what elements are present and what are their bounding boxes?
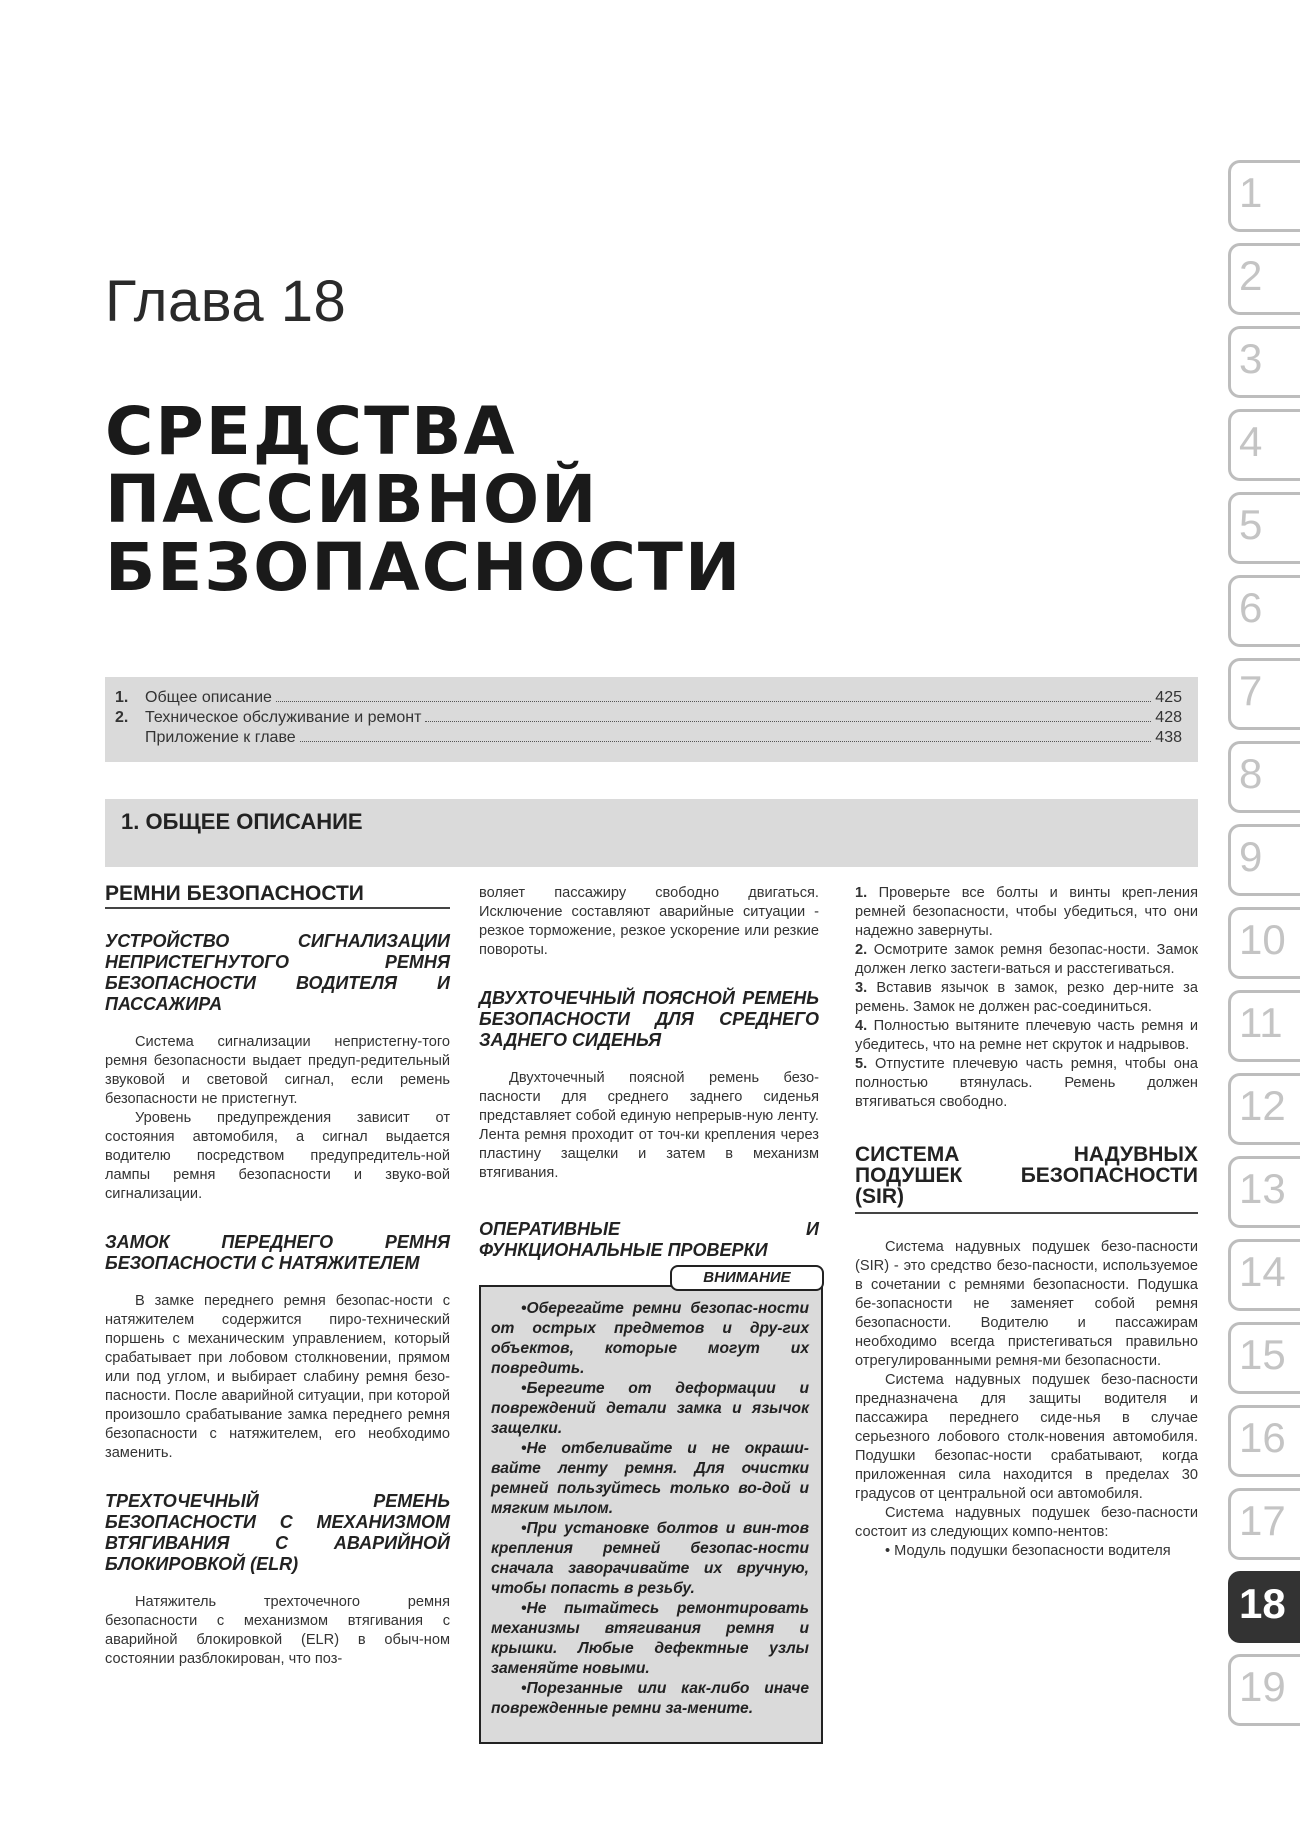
subheading: ЗАМОК ПЕРЕДНЕГО РЕМНЯ БЕЗОПАСНОСТИ С НАТЯЖИТЕЛЕМ bbox=[105, 1232, 450, 1273]
warning-label: ВНИМАНИЕ bbox=[670, 1265, 824, 1291]
toc-leader bbox=[276, 701, 1151, 702]
paragraph: Система сигнализации непристегну-того ремня безопасности выдает предуп-редительный звуковой и световой сигнал, если ремень безопасности не пристегнут. bbox=[105, 1034, 450, 1107]
step-number: 1. bbox=[855, 885, 868, 901]
column-middle bbox=[479, 884, 819, 1279]
warning-item: •Не пытайтесь ремонтировать механизмы втягивания ремня и крышки. Любые дефектные узлы заменяйте новыми. bbox=[491, 1600, 809, 1677]
section-header bbox=[105, 799, 1198, 867]
chapter-tab-number: 8 bbox=[1239, 750, 1263, 797]
chapter-label: Глава 18 bbox=[105, 269, 347, 334]
chapter-tab-4[interactable] bbox=[1228, 409, 1300, 481]
warning-item: •Берегите от деформации и повреждений детали замка и язычок защелки. bbox=[491, 1380, 809, 1437]
paragraph: Уровень предупреждения зависит от состояния автомобиля, а сигнал выдается водителю посредством предупредитель-ной лампы ремня безопасности и звуко-вой сигнализации. bbox=[105, 1110, 450, 1202]
chapter-title-line: БЕЗОПАСНОСТИ bbox=[105, 529, 743, 606]
chapter-tab-number: 18 bbox=[1239, 1580, 1286, 1627]
paragraph: Натяжитель трехточечного ремня безопасности с механизмом втягивания с аварийной блокировкой (ELR) в обыч-ном состоянии разблокирован, что поз- bbox=[105, 1594, 450, 1667]
toc-entry[interactable] bbox=[115, 707, 1182, 727]
step-number: 4. bbox=[855, 1018, 868, 1034]
chapter-tab-number: 1 bbox=[1239, 169, 1263, 216]
section-title: 1. ОБЩЕЕ ОПИСАНИЕ bbox=[121, 809, 363, 834]
toc-page: 425 bbox=[1155, 689, 1182, 706]
subheading: ОПЕРАТИВНЫЕ И ФУНКЦИОНАЛЬНЫЕ ПРОВЕРКИ bbox=[479, 1219, 819, 1260]
paragraph: Система надувных подушек безо-пасности (SIR) - это средство безо-пасности, используемое в сочетании с ремнями безопасности. Подушка бе-зопасности не заменяет собой ремня безопасности. Водителю и пассажирам необходимо всегда пристегиваться правильно отрегулированными ремня-ми безопасности. bbox=[855, 1239, 1198, 1369]
check-step bbox=[855, 1017, 1198, 1055]
chapter-title-line: СРЕДСТВА bbox=[105, 393, 517, 470]
paragraph: Двухточечный поясной ремень безо-пасности для среднего заднего сиденья представляет собой единую непрерыв-ную ленту. Лента ремня проходит от точ-ки крепления через пластину защелки и затем в механизм втягивания. bbox=[479, 1070, 819, 1181]
toc-entry[interactable] bbox=[115, 687, 1182, 707]
chapter-tab-number: 16 bbox=[1239, 1414, 1286, 1461]
chapter-tab-7[interactable] bbox=[1228, 658, 1300, 730]
heading-seat-belts: РЕМНИ БЕЗОПАСНОСТИ bbox=[105, 884, 450, 909]
chapter-tab-number: 11 bbox=[1239, 999, 1283, 1046]
chapter-tab-1[interactable] bbox=[1228, 160, 1300, 232]
chapter-tab-number: 19 bbox=[1239, 1663, 1286, 1710]
subheading: ДВУХТОЧЕЧНЫЙ ПОЯСНОЙ РЕМЕНЬ БЕЗОПАСНОСТИ ДЛЯ СРЕДНЕГО ЗАДНЕГО СИДЕНЬЯ bbox=[479, 988, 819, 1050]
chapter-tab-16[interactable] bbox=[1228, 1405, 1300, 1477]
step-number: 3. bbox=[855, 980, 868, 996]
heading-sir: СИСТЕМА НАДУВНЫХ ПОДУШЕК БЕЗОПАСНОСТИ (SIR) bbox=[855, 1144, 1198, 1214]
chapter-tab-number: 17 bbox=[1239, 1497, 1286, 1544]
column-left bbox=[105, 884, 450, 1669]
chapter-tab-2[interactable] bbox=[1228, 243, 1300, 315]
chapter-tab-9[interactable] bbox=[1228, 824, 1300, 896]
toc-number: 1. bbox=[115, 689, 129, 706]
step-number: 2. bbox=[855, 942, 868, 958]
chapter-tab-14[interactable] bbox=[1228, 1239, 1300, 1311]
chapter-tab-8[interactable] bbox=[1228, 741, 1300, 813]
chapter-title bbox=[105, 393, 905, 606]
warning-item: •При установке болтов и вин-тов крепления ремней безопас-ности сначала заворачивайте их вручную, чтобы попасть в резьбу. bbox=[491, 1520, 809, 1597]
step-text: Вставив язычок в замок, резко дер-ните за ремень. Замок не должен рас-соединиться. bbox=[855, 980, 1198, 1015]
chapter-tab-number: 3 bbox=[1239, 335, 1263, 382]
warning-text bbox=[491, 1299, 809, 1719]
toc-entry[interactable] bbox=[115, 727, 1182, 747]
chapter-tab-number: 15 bbox=[1239, 1331, 1286, 1378]
chapter-tab-13[interactable] bbox=[1228, 1156, 1300, 1228]
chapter-tab-number: 9 bbox=[1239, 833, 1263, 880]
chapter-tab-number: 7 bbox=[1239, 667, 1263, 714]
toc-text: Общее описание bbox=[145, 689, 272, 706]
toc-leader bbox=[425, 721, 1151, 722]
step-text: Отпустите плечевую часть ремня, чтобы она полностью втянулась. Ремень должен втягиваться свободно. bbox=[855, 1056, 1198, 1110]
step-text: Полностью вытяните плечевую часть ремня и убедитесь, что на ремне нет скруток и надрывов. bbox=[855, 1018, 1198, 1053]
toc-text: Приложение к главе bbox=[145, 729, 296, 746]
chapter-tab-number: 2 bbox=[1239, 252, 1263, 299]
check-step bbox=[855, 1055, 1198, 1112]
check-step bbox=[855, 979, 1198, 1017]
chapter-tab-3[interactable] bbox=[1228, 326, 1300, 398]
paragraph: • Модуль подушки безопасности водителя bbox=[885, 1543, 1171, 1559]
chapter-tab-number: 5 bbox=[1239, 501, 1263, 548]
warning-box bbox=[479, 1285, 823, 1744]
toc-page: 438 bbox=[1155, 729, 1182, 746]
warning-item: •Не отбеливайте и не окраши-вайте ленту ремня. Для очистки ремней пользуйтесь только во-дой и мягким мылом. bbox=[491, 1440, 809, 1517]
subheading: ТРЕХТОЧЕЧНЫЙ РЕМЕНЬ БЕЗОПАСНОСТИ С МЕХАНИЗМОМ ВТЯГИВАНИЯ С АВАРИЙНОЙ БЛОКИРОВКОЙ (ELR) bbox=[105, 1491, 450, 1574]
paragraph: Система надувных подушек безо-пасности предназначена для защиты водителя и пассажира переднего сиде-нья в случае серьезного лобового столк-новения автомобиля. Подушки безопас-ности срабатывают, когда приложенная сила находится в пределах 30 градусов от центральной оси автомобиля. bbox=[855, 1372, 1198, 1502]
toc-text: Техническое обслуживание и ремонт bbox=[145, 709, 422, 726]
chapter-tab-number: 12 bbox=[1239, 1082, 1286, 1129]
subheading: УСТРОЙСТВО СИГНАЛИЗАЦИИ НЕПРИСТЕГНУТОГО РЕМНЯ БЕЗОПАСНОСТИ ВОДИТЕЛЯ И ПАССАЖИРА bbox=[105, 931, 450, 1014]
chapter-tab-19[interactable] bbox=[1228, 1654, 1300, 1726]
warning-item: •Порезанные или как-либо иначе поврежденные ремни за-мените. bbox=[491, 1680, 809, 1717]
check-step bbox=[855, 884, 1198, 941]
chapter-tab-6[interactable] bbox=[1228, 575, 1300, 647]
chapter-tab-number: 14 bbox=[1239, 1248, 1286, 1295]
chapter-tab-17[interactable] bbox=[1228, 1488, 1300, 1560]
warning-item: •Оберегайте ремни безопас-ности от острых предметов и дру-гих объектов, которые могут их повредить. bbox=[491, 1300, 809, 1377]
chapter-title-line: ПАССИВНОЙ bbox=[105, 461, 599, 538]
toc-page: 428 bbox=[1155, 709, 1182, 726]
chapter-tab-18[interactable] bbox=[1228, 1571, 1300, 1643]
chapter-tab-number: 13 bbox=[1239, 1165, 1286, 1212]
step-text: Проверьте все болты и винты креп-ления ремней безопасности, чтобы убедиться, что они надежно завернуты. bbox=[855, 885, 1198, 939]
toc-number: 2. bbox=[115, 709, 129, 726]
step-number: 5. bbox=[855, 1056, 868, 1072]
toc-leader bbox=[300, 741, 1152, 742]
step-text: Осмотрите замок ремня безопас-ности. Замок должен легко застеги-ваться и расстегиваться. bbox=[855, 942, 1198, 977]
table-of-contents bbox=[105, 677, 1198, 762]
chapter-tab-number: 4 bbox=[1239, 418, 1263, 465]
chapter-tab-10[interactable] bbox=[1228, 907, 1300, 979]
chapter-tab-15[interactable] bbox=[1228, 1322, 1300, 1394]
paragraph: В замке переднего ремня безопас-ности с натяжителем содержится пиро-технический поршень с механическим управлением, который срабатывает при лобовом столкновении, прямом или под углом, и выбирает слабину ремня безо-пасности. После аварийной ситуации, при которой произошло срабатывание замка переднего ремня безопасности с натяжителем, его необходимо заменить. bbox=[105, 1293, 450, 1461]
chapter-tab-12[interactable] bbox=[1228, 1073, 1300, 1145]
check-step bbox=[855, 941, 1198, 979]
chapter-tab-number: 10 bbox=[1239, 916, 1286, 963]
chapter-tab-11[interactable] bbox=[1228, 990, 1300, 1062]
paragraph: Система надувных подушек безо-пасности состоит из следующих компо-нентов: bbox=[855, 1505, 1198, 1540]
column-right bbox=[855, 884, 1198, 1561]
paragraph: воляет пассажиру свободно двигаться. Исключение составляют аварийные ситуации - резкое торможение, резкое ускорение или резкие повороты. bbox=[479, 885, 819, 958]
chapter-tab-number: 6 bbox=[1239, 584, 1263, 631]
chapter-tab-5[interactable] bbox=[1228, 492, 1300, 564]
